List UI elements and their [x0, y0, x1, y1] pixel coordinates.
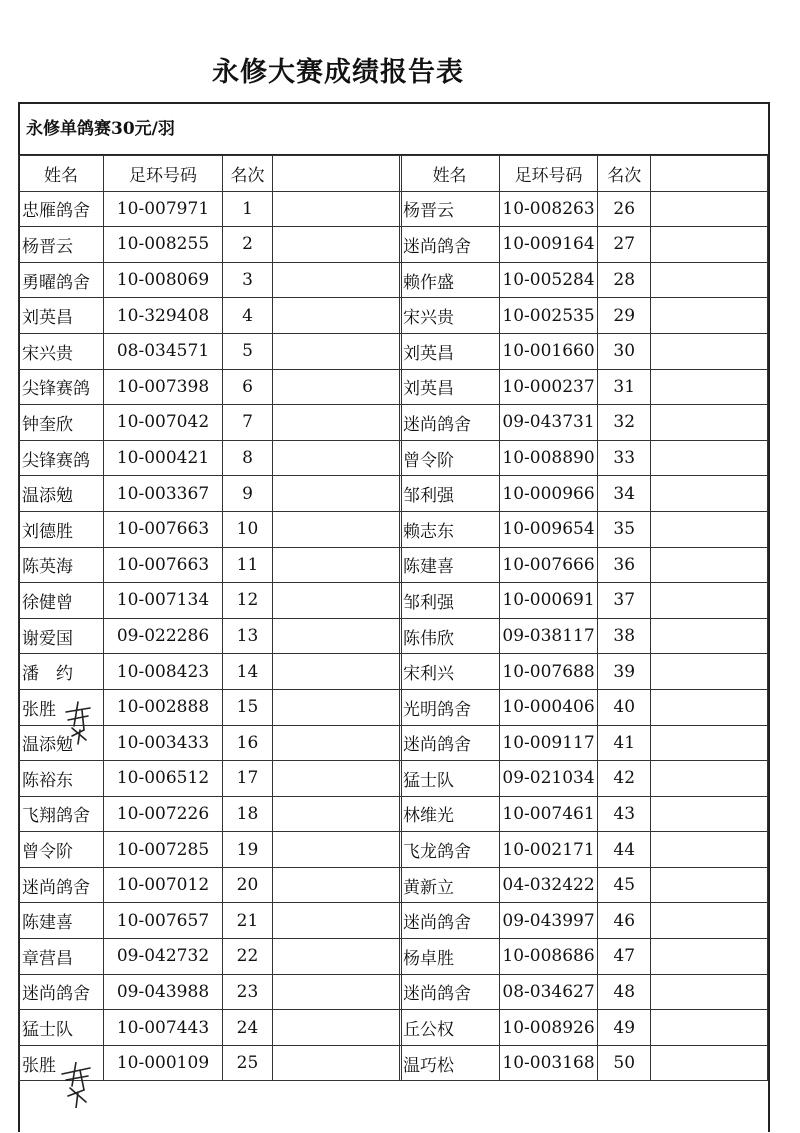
table-row	[400, 333, 768, 369]
blank-cell	[273, 832, 402, 868]
rank-value: 33	[598, 440, 651, 476]
blank-cell	[651, 867, 768, 903]
ring-number: 10-007012	[104, 867, 223, 903]
entrant-name: 飞翔鸽舍	[19, 796, 104, 832]
handwritten-signature-mark	[58, 1062, 98, 1108]
ring-number: 10-007666	[500, 547, 598, 583]
entrant-name: 迷尚鸽舍	[400, 974, 500, 1010]
entrant-name: 黄新立	[400, 867, 500, 903]
entrant-name: 宋兴贵	[19, 333, 104, 369]
table-row	[400, 1045, 768, 1081]
blank-cell	[273, 298, 402, 334]
table-row	[400, 903, 768, 939]
ring-number: 10-008069	[104, 262, 223, 298]
table-row	[19, 939, 402, 975]
blank-cell	[651, 547, 768, 583]
ring-number: 10-008263	[500, 191, 598, 227]
rank-value: 49	[598, 1010, 651, 1046]
ring-number: 10-007443	[104, 1010, 223, 1046]
entrant-name: 宋兴贵	[400, 298, 500, 334]
ring-number: 10-000406	[500, 689, 598, 725]
table-row	[19, 903, 402, 939]
rank-value: 4	[223, 298, 273, 334]
ring-number: 09-022286	[104, 618, 223, 654]
blank-cell	[273, 974, 402, 1010]
entrant-name: 曾令阶	[19, 832, 104, 868]
entrant-name: 杨卓胜	[400, 939, 500, 975]
entrant-name: 迷尚鸽舍	[19, 974, 104, 1010]
blank-cell	[273, 1045, 402, 1081]
ring-number: 10-009117	[500, 725, 598, 761]
ring-number: 10-002535	[500, 298, 598, 334]
ring-number: 10-000109	[104, 1045, 223, 1081]
entrant-name: 谢爱国	[19, 618, 104, 654]
blank-cell	[651, 1045, 768, 1081]
blank-cell	[651, 654, 768, 690]
results-table-right	[399, 155, 768, 1081]
ring-number: 10-008926	[500, 1010, 598, 1046]
ring-number: 09-043731	[500, 405, 598, 441]
blank-cell	[651, 761, 768, 797]
blank-cell	[651, 511, 768, 547]
blank-cell	[651, 405, 768, 441]
table-row	[400, 440, 768, 476]
rank-value: 6	[223, 369, 273, 405]
ring-number: 10-003433	[104, 725, 223, 761]
results-table-left	[18, 155, 402, 1081]
rank-value: 11	[223, 547, 273, 583]
entrant-name: 章营昌	[19, 939, 104, 975]
results-body-right	[400, 191, 768, 1081]
handwritten-signature-mark	[60, 700, 100, 746]
table-row	[19, 654, 402, 690]
entrant-name: 陈裕东	[19, 761, 104, 797]
blank-cell	[273, 903, 402, 939]
rank-value: 29	[598, 298, 651, 334]
entrant-name: 杨晋云	[400, 191, 500, 227]
rank-value: 1	[223, 191, 273, 227]
rank-value: 41	[598, 725, 651, 761]
results-body-left	[19, 191, 402, 1081]
ring-number: 10-007042	[104, 405, 223, 441]
blank-cell	[651, 227, 768, 263]
table-row	[400, 511, 768, 547]
ring-number: 10-001660	[500, 333, 598, 369]
ring-number: 08-034627	[500, 974, 598, 1010]
table-row	[400, 832, 768, 868]
blank-cell	[273, 939, 402, 975]
entrant-name: 迷尚鸽舍	[19, 867, 104, 903]
rank-value: 26	[598, 191, 651, 227]
blank-cell	[651, 440, 768, 476]
entrant-name: 温巧松	[400, 1045, 500, 1081]
table-row	[400, 618, 768, 654]
rank-value: 35	[598, 511, 651, 547]
blank-cell	[651, 298, 768, 334]
blank-cell	[651, 369, 768, 405]
table-row	[19, 832, 402, 868]
page-title: 永修大赛成绩报告表	[212, 57, 464, 88]
table-row	[19, 262, 402, 298]
blank-cell	[273, 262, 402, 298]
entrant-name: 温添勉	[19, 725, 104, 761]
ring-number: 10-002171	[500, 832, 598, 868]
table-row	[400, 761, 768, 797]
rank-value: 3	[223, 262, 273, 298]
ring-number: 10-007461	[500, 796, 598, 832]
entrant-name: 飞龙鸽舍	[400, 832, 500, 868]
ring-number: 10-009654	[500, 511, 598, 547]
ring-number: 10-000421	[104, 440, 223, 476]
rank-value: 8	[223, 440, 273, 476]
entrant-name: 勇曜鸽舍	[19, 262, 104, 298]
ring-number: 09-043997	[500, 903, 598, 939]
blank-cell	[273, 405, 402, 441]
blank-cell	[273, 547, 402, 583]
blank-cell	[651, 1010, 768, 1046]
rank-value: 17	[223, 761, 273, 797]
entrant-name: 邹利强	[400, 476, 500, 512]
ring-number: 10-008255	[104, 227, 223, 263]
blank-cell	[651, 903, 768, 939]
rank-value: 22	[223, 939, 273, 975]
blank-cell	[273, 333, 402, 369]
entrant-name: 曾令阶	[400, 440, 500, 476]
ring-number: 08-034571	[104, 333, 223, 369]
table-row	[400, 689, 768, 725]
entrant-name: 迷尚鸽舍	[400, 405, 500, 441]
entrant-name: 猛士队	[19, 1010, 104, 1046]
entrant-name: 刘英昌	[400, 333, 500, 369]
rank-value: 20	[223, 867, 273, 903]
header-blank	[273, 156, 402, 192]
rank-value: 14	[223, 654, 273, 690]
race-subtitle: 永修单鸽赛30元/羽	[20, 104, 768, 155]
table-header-row	[19, 156, 402, 192]
blank-cell	[273, 476, 402, 512]
table-row	[19, 405, 402, 441]
table-row	[19, 440, 402, 476]
blank-cell	[273, 369, 402, 405]
entrant-name: 杨晋云	[19, 227, 104, 263]
table-row	[19, 583, 402, 619]
entrant-name: 赖作盛	[400, 262, 500, 298]
rank-value: 2	[223, 227, 273, 263]
rank-value: 7	[223, 405, 273, 441]
ring-number: 10-006512	[104, 761, 223, 797]
blank-cell	[273, 440, 402, 476]
rank-value: 32	[598, 405, 651, 441]
table-row	[19, 369, 402, 405]
entrant-name: 赖志东	[400, 511, 500, 547]
rank-value: 39	[598, 654, 651, 690]
blank-cell	[273, 227, 402, 263]
rank-value: 15	[223, 689, 273, 725]
rank-value: 23	[223, 974, 273, 1010]
table-row	[19, 867, 402, 903]
table-row	[19, 974, 402, 1010]
rank-value: 34	[598, 476, 651, 512]
ring-number: 10-007226	[104, 796, 223, 832]
ring-number: 09-042732	[104, 939, 223, 975]
table-row	[400, 974, 768, 1010]
rank-value: 24	[223, 1010, 273, 1046]
ring-number: 10-007134	[104, 583, 223, 619]
rank-value: 46	[598, 903, 651, 939]
table-row	[400, 405, 768, 441]
table-row	[400, 939, 768, 975]
table-row	[400, 1010, 768, 1046]
rank-value: 43	[598, 796, 651, 832]
ring-number: 10-007398	[104, 369, 223, 405]
rank-value: 28	[598, 262, 651, 298]
entrant-name: 尖锋赛鸽	[19, 440, 104, 476]
ring-number: 10-003168	[500, 1045, 598, 1081]
ring-number: 10-005284	[500, 262, 598, 298]
entrant-name: 尖锋赛鸽	[19, 369, 104, 405]
entrant-name: 徐健曾	[19, 583, 104, 619]
entrant-name: 潘 约	[19, 654, 104, 690]
blank-cell	[273, 618, 402, 654]
entrant-name: 宋利兴	[400, 654, 500, 690]
rank-value: 9	[223, 476, 273, 512]
table-row	[400, 547, 768, 583]
ring-number: 04-032422	[500, 867, 598, 903]
table-row	[19, 547, 402, 583]
blank-cell	[651, 796, 768, 832]
table-row	[400, 725, 768, 761]
table-row	[400, 227, 768, 263]
table-row	[400, 298, 768, 334]
table-row	[400, 369, 768, 405]
header-name: 姓名	[19, 156, 104, 192]
ring-number: 10-003367	[104, 476, 223, 512]
rank-value: 10	[223, 511, 273, 547]
table-row	[400, 867, 768, 903]
rank-value: 19	[223, 832, 273, 868]
entrant-name: 邹利强	[400, 583, 500, 619]
entrant-name: 迷尚鸽舍	[400, 903, 500, 939]
entrant-name: 张胜	[19, 689, 104, 725]
rank-value: 27	[598, 227, 651, 263]
rank-value: 30	[598, 333, 651, 369]
ring-number: 09-043988	[104, 974, 223, 1010]
rank-value: 16	[223, 725, 273, 761]
rank-value: 13	[223, 618, 273, 654]
blank-cell	[651, 832, 768, 868]
table-row	[19, 618, 402, 654]
blank-cell	[273, 867, 402, 903]
blank-cell	[651, 725, 768, 761]
ring-number: 10-009164	[500, 227, 598, 263]
table-row	[19, 1010, 402, 1046]
blank-cell	[651, 974, 768, 1010]
blank-cell	[651, 476, 768, 512]
header-name: 姓名	[400, 156, 500, 192]
table-row	[400, 654, 768, 690]
table-row	[19, 796, 402, 832]
blank-cell	[273, 689, 402, 725]
blank-cell	[273, 583, 402, 619]
rank-value: 47	[598, 939, 651, 975]
ring-number: 09-021034	[500, 761, 598, 797]
table-row	[400, 796, 768, 832]
rank-value: 18	[223, 796, 273, 832]
rank-value: 40	[598, 689, 651, 725]
entrant-name: 光明鸽舍	[400, 689, 500, 725]
blank-cell	[651, 262, 768, 298]
table-row	[19, 298, 402, 334]
ring-number: 10-000691	[500, 583, 598, 619]
blank-cell	[273, 654, 402, 690]
table-row	[19, 333, 402, 369]
blank-cell	[273, 191, 402, 227]
rank-value: 37	[598, 583, 651, 619]
ring-number: 09-038117	[500, 618, 598, 654]
entrant-name: 迷尚鸽舍	[400, 725, 500, 761]
table-row	[19, 476, 402, 512]
rank-value: 31	[598, 369, 651, 405]
table-row	[400, 262, 768, 298]
table-row	[400, 476, 768, 512]
ring-number: 10-008686	[500, 939, 598, 975]
ring-number: 10-007663	[104, 547, 223, 583]
ring-number: 10-008890	[500, 440, 598, 476]
blank-cell	[651, 689, 768, 725]
entrant-name: 忠雁鸽舍	[19, 191, 104, 227]
rank-value: 48	[598, 974, 651, 1010]
ring-number: 10-000237	[500, 369, 598, 405]
header-rank: 名次	[223, 156, 273, 192]
blank-cell	[651, 939, 768, 975]
ring-number: 10-000966	[500, 476, 598, 512]
rank-value: 12	[223, 583, 273, 619]
rank-value: 50	[598, 1045, 651, 1081]
table-row	[19, 227, 402, 263]
blank-cell	[651, 191, 768, 227]
ring-number: 10-329408	[104, 298, 223, 334]
entrant-name: 陈伟欣	[400, 618, 500, 654]
entrant-name: 陈建喜	[19, 903, 104, 939]
rank-value: 36	[598, 547, 651, 583]
ring-number: 10-007657	[104, 903, 223, 939]
ring-number: 10-007971	[104, 191, 223, 227]
table-row	[400, 583, 768, 619]
blank-cell	[651, 333, 768, 369]
entrant-name: 钟奎欣	[19, 405, 104, 441]
ring-number: 10-007285	[104, 832, 223, 868]
entrant-name: 刘英昌	[400, 369, 500, 405]
header-blank	[651, 156, 768, 192]
entrant-name: 迷尚鸽舍	[400, 227, 500, 263]
entrant-name: 刘德胜	[19, 511, 104, 547]
blank-cell	[273, 725, 402, 761]
header-ring: 足环号码	[500, 156, 598, 192]
header-rank: 名次	[598, 156, 651, 192]
rank-value: 44	[598, 832, 651, 868]
blank-cell	[273, 761, 402, 797]
rank-value: 38	[598, 618, 651, 654]
table-row	[19, 511, 402, 547]
ring-number: 10-007688	[500, 654, 598, 690]
rank-value: 42	[598, 761, 651, 797]
rank-value: 21	[223, 903, 273, 939]
table-header-row	[400, 156, 768, 192]
blank-cell	[651, 583, 768, 619]
blank-cell	[273, 796, 402, 832]
report-frame	[18, 102, 770, 1132]
entrant-name: 温添勉	[19, 476, 104, 512]
blank-cell	[273, 1010, 402, 1046]
ring-number: 10-007663	[104, 511, 223, 547]
entrant-name: 刘英昌	[19, 298, 104, 334]
ring-number: 10-002888	[104, 689, 223, 725]
rank-value: 45	[598, 867, 651, 903]
entrant-name: 丘公权	[400, 1010, 500, 1046]
blank-cell	[273, 511, 402, 547]
entrant-name: 陈建喜	[400, 547, 500, 583]
blank-cell	[651, 618, 768, 654]
entrant-name: 林维光	[400, 796, 500, 832]
rank-value: 25	[223, 1045, 273, 1081]
table-row	[19, 191, 402, 227]
table-row	[400, 191, 768, 227]
header-ring: 足环号码	[104, 156, 223, 192]
rank-value: 5	[223, 333, 273, 369]
entrant-name: 猛士队	[400, 761, 500, 797]
ring-number: 10-008423	[104, 654, 223, 690]
table-row	[19, 761, 402, 797]
entrant-name: 张胜	[19, 1045, 104, 1081]
entrant-name: 陈英海	[19, 547, 104, 583]
